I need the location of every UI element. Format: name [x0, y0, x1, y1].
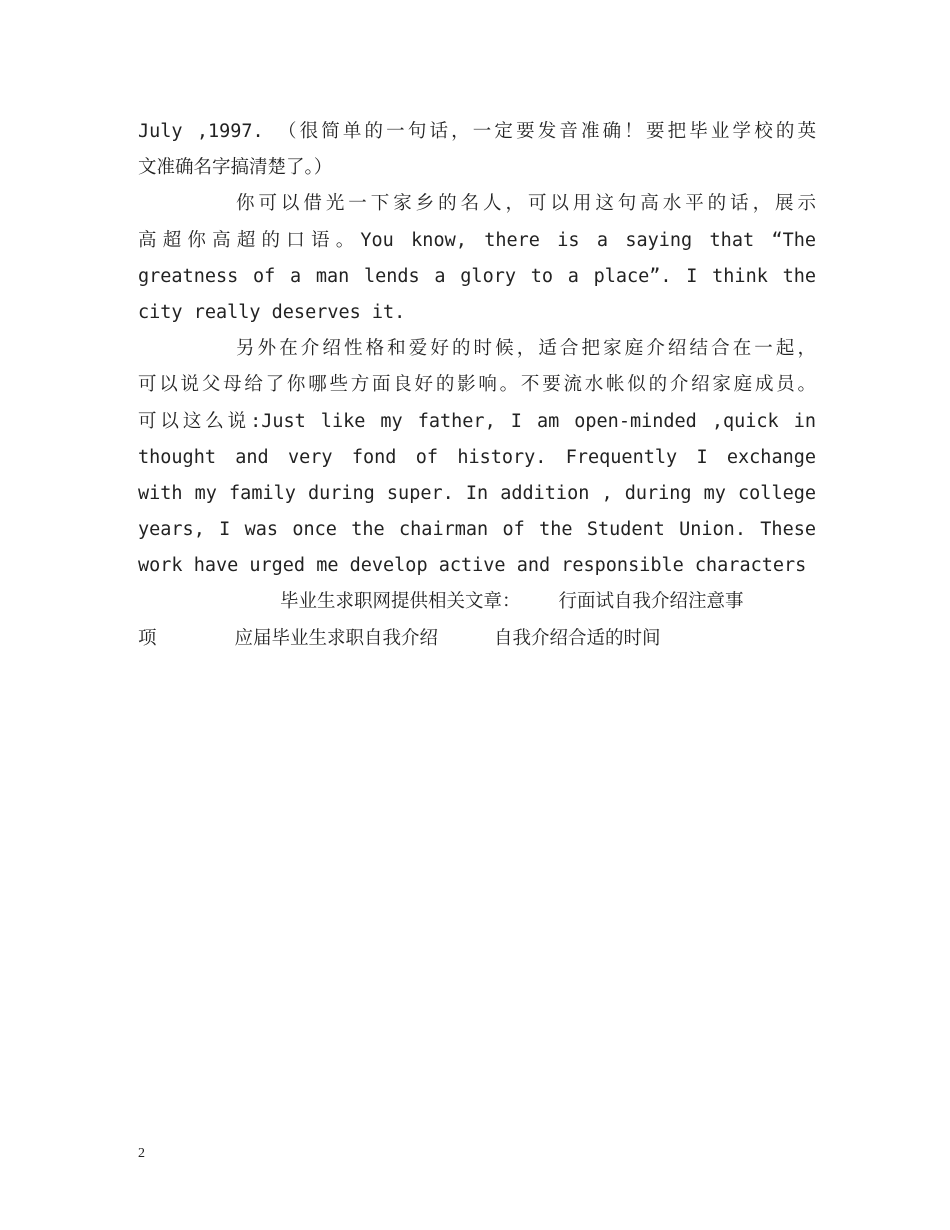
text-line: with my family during super. In addition , during my college [138, 482, 816, 504]
related-articles-line [138, 621, 816, 657]
related-article-link-intro-timing[interactable]: 自我介绍合适的时间 [494, 627, 661, 649]
text-line: years, I was once the chairman of the Student Union. These [138, 519, 816, 541]
text-line: thought and very fond of history. Frequently I exchange [138, 446, 816, 468]
related-article-link-graduate-intro[interactable]: 应届毕业生求职自我介绍 [234, 627, 439, 649]
related-article-link-interview[interactable]: 行面试自我介绍注意事 [558, 591, 744, 613]
text-line: 文准确名字搞清楚了。） [138, 157, 333, 179]
related-articles-line [138, 584, 816, 620]
related-articles-label: 毕业生求职网提供相关文章： [280, 591, 521, 613]
page-number: 2 [138, 1146, 145, 1161]
text-line: city really deserves it. [138, 301, 406, 323]
text-line: July ,1997. （很简单的一句话，一定要发音准确！要把毕业学校的英 [138, 121, 816, 142]
text-line: 可以说父母给了你哪些方面良好的影响。不要流水帐似的介绍家庭成员。 [138, 374, 816, 396]
text-line: 可以这么说:Just like my father, I am open-minded ,quick in [138, 410, 816, 432]
document-body [138, 114, 816, 657]
text-line: work have urged me develop active and responsible characters [138, 555, 807, 577]
related-article-link-interview-end[interactable]: 项 [138, 627, 157, 649]
text-line: 高超你高超的口语。You know, there is a saying that “The [138, 229, 816, 251]
text-line: 另外在介绍性格和爱好的时候，适合把家庭介绍结合在一起， [236, 338, 816, 360]
text-line: greatness of a man lends a glory to a place”. I think the [138, 265, 816, 287]
text-line: 你可以借光一下家乡的名人，可以用这句高水平的话，展示 [236, 193, 816, 215]
